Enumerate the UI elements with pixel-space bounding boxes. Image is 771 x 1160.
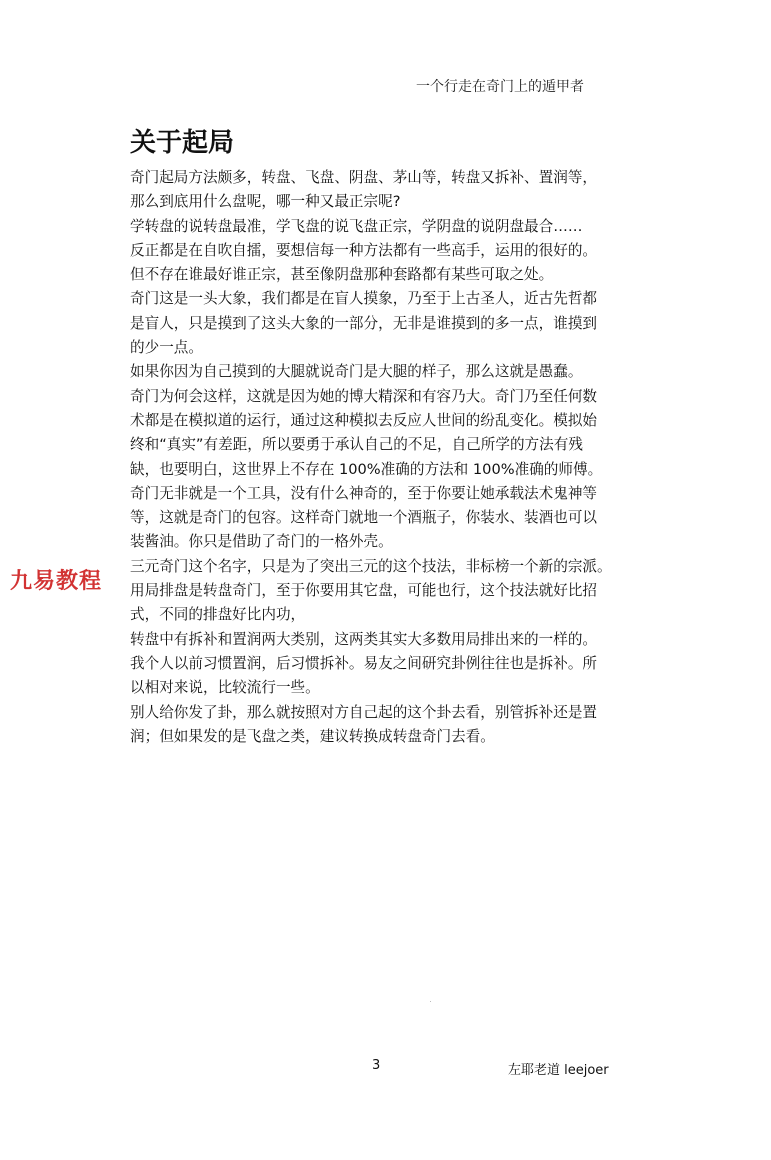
text-line: 术都是在模拟道的运行，通过这种模拟去反应人世间的纷乱变化。模拟始 — [130, 411, 598, 429]
text-line: 用局排盘是转盘奇门，至于你要用其它盘，可能也行，这个技法就好比招 — [130, 582, 598, 600]
text-line: 别人给你发了卦，那么就按照对方自己起的这个卦去看，别管拆补还是置 — [130, 703, 598, 721]
text-line: 以相对来说，比较流行一些。 — [130, 679, 320, 697]
text-line: 式，不同的排盘好比内功， — [130, 606, 306, 624]
text-line: 奇门无非就是一个工具，没有什么神奇的，至于你要让她承载法术鬼神等 — [130, 484, 598, 502]
text-line: 那么到底用什么盘呢，哪一种又最正宗呢? — [130, 193, 401, 211]
text-line: 如果你因为自己摸到的大腿就说奇门是大腿的样子，那么这就是愚蠢。 — [130, 363, 583, 381]
text-line: 奇门这是一头大象，我们都是在盲人摸象，乃至于上古圣人，近古先哲都 — [130, 290, 598, 308]
text-line: 转盘中有拆补和置润两大类别，这两类其实大多数用局排出来的一样的。 — [130, 630, 598, 648]
page-title: 关于起局 — [130, 128, 235, 158]
text-line: 的少一点。 — [130, 339, 203, 357]
text-line: 终和“真实”有差距，所以要勇于承认自己的不足，自己所学的方法有残 — [130, 436, 583, 454]
text-line: 等，这就是奇门的包容。这样奇门就地一个酒瓶子，你装水、装酒也可以 — [130, 509, 598, 527]
text-line: 我个人以前习惯置润，后习惯拆补。易友之间研究卦例往往也是拆补。所 — [130, 654, 598, 672]
text-line: 奇门为何会这样，这就是因为她的博大精深和有容乃大。奇门乃至任何数 — [130, 387, 598, 405]
text-line: 装酱油。你只是借助了奇门的一格外壳。 — [130, 533, 393, 551]
body-text — [130, 166, 650, 749]
text-line: 学转盘的说转盘最准，学飞盘的说飞盘正宗，学阴盘的说阴盘最合…… — [130, 217, 583, 235]
text-line: 润；但如果发的是飞盘之类，建议转换成转盘奇门去看。 — [130, 727, 495, 745]
scan-speck — [430, 1001, 431, 1002]
watermark-text: 九易教程 — [8, 564, 104, 595]
text-line: 是盲人，只是摸到了这头大象的一部分，无非是谁摸到的多一点，谁摸到 — [130, 314, 598, 332]
running-header: 一个行走在奇门上的遁甲者 — [416, 79, 584, 95]
text-line: 反正都是在自吹自擂，要想信每一种方法都有一些高手，运用的很好的。 — [130, 241, 598, 259]
text-line: 但不存在谁最好谁正宗，甚至像阴盘那种套路都有某些可取之处。 — [130, 266, 554, 284]
page-number: 3 — [372, 1058, 381, 1073]
text-line: 奇门起局方法颇多，转盘、飞盘、阴盘、茅山等，转盘又拆补、置润等， — [130, 169, 598, 186]
text-line: 缺，也要明白，这世界上不存在 100%准确的方法和 100%准确的师傅。 — [130, 460, 603, 478]
text-line: 三元奇门这个名字，只是为了突出三元的这个技法，非标榜一个新的宗派。 — [130, 557, 612, 575]
footer-author: 左耶老道 leejoer — [508, 1063, 609, 1078]
